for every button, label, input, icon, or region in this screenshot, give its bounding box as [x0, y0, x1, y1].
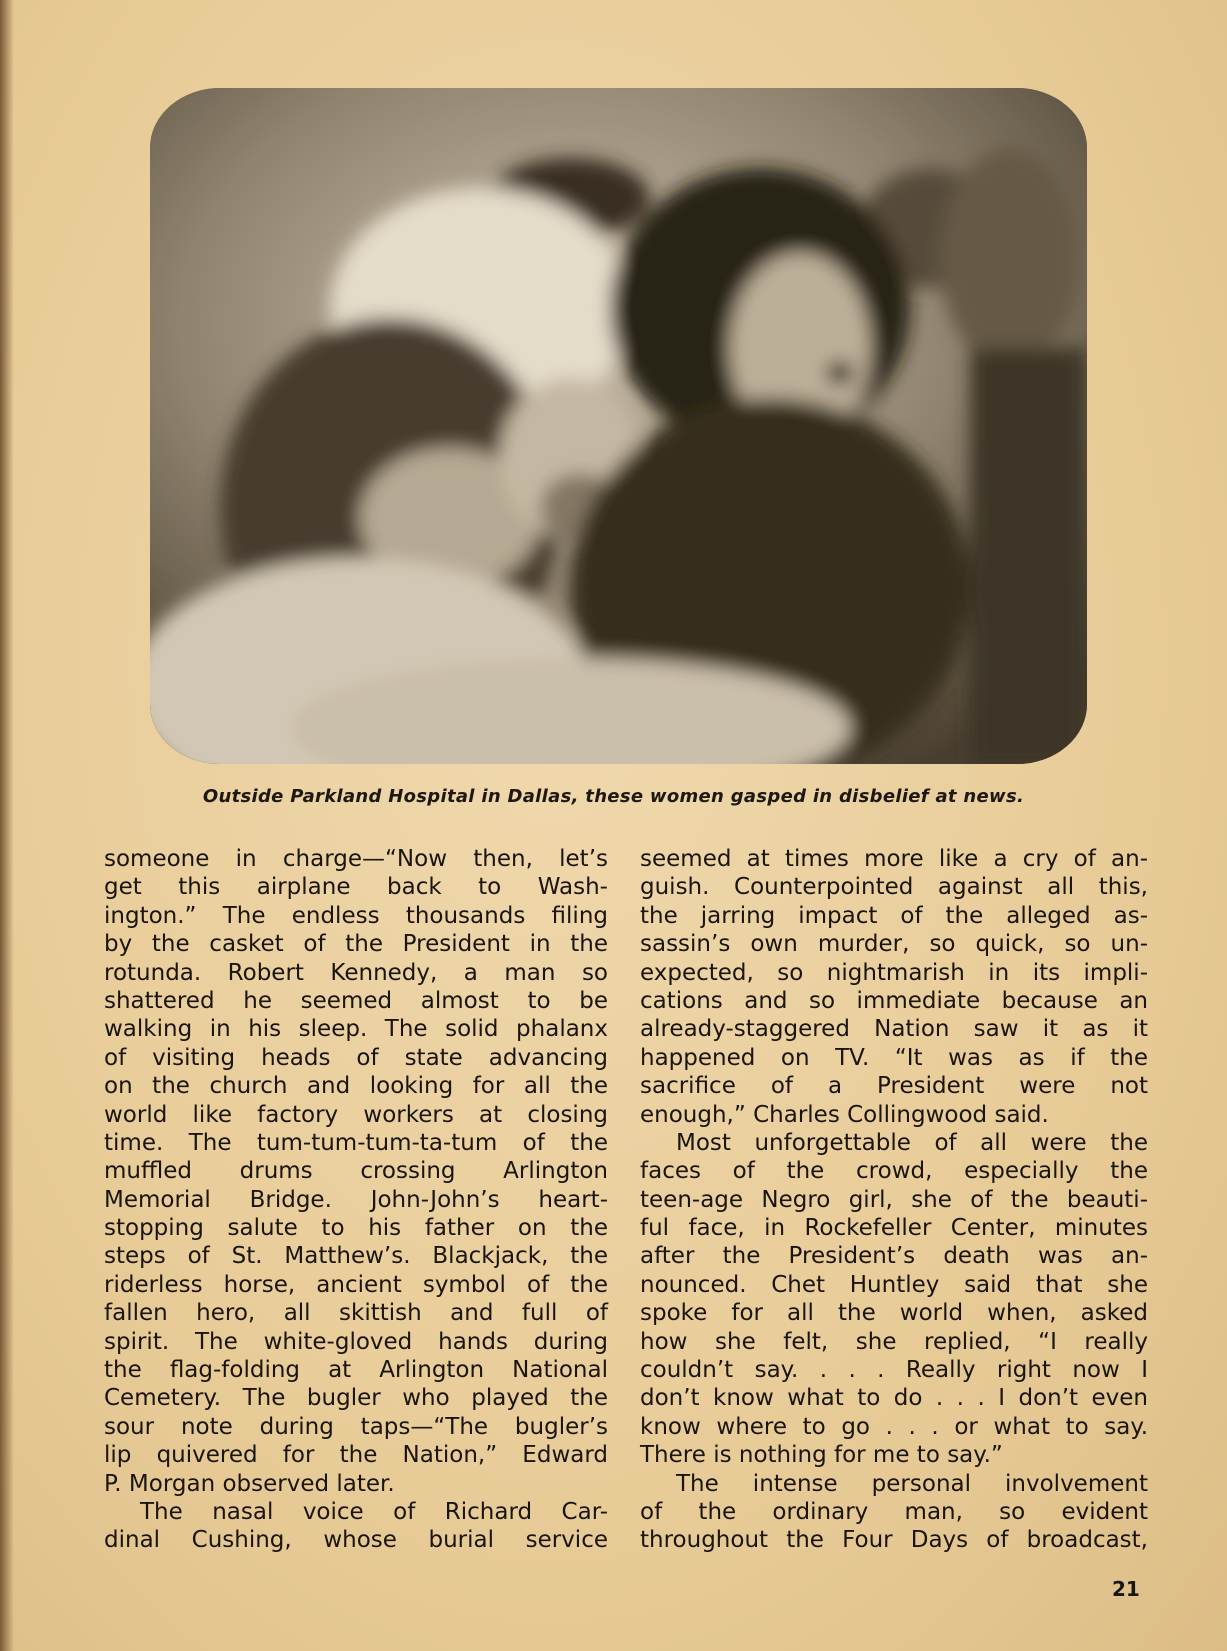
text-line: rotunda. Robert Kennedy, a man so [104, 959, 608, 986]
text-line: Memorial Bridge. John-John’s heart- [104, 1186, 608, 1213]
text-line: dinal Cushing, whose burial service [104, 1527, 608, 1554]
text-line: how she felt, she replied, “I really [640, 1328, 1148, 1355]
text-line: fallen hero, all skittish and full of [104, 1300, 608, 1327]
crowd-photo-icon [150, 88, 1087, 764]
text-line: nounced. Chet Huntley said that she [640, 1271, 1148, 1298]
text-line: after the President’s death was an- [640, 1243, 1148, 1270]
text-line: spirit. The white-gloved hands during [104, 1328, 608, 1355]
text-line: There is nothing for me to say.” [640, 1442, 1003, 1469]
text-line: on the church and looking for all the [104, 1073, 608, 1100]
text-line: ington.” The endless thousands filing [104, 902, 608, 929]
text-line: enough,” Charles Collingwood said. [640, 1101, 1049, 1128]
text-line: shattered he seemed almost to be [104, 987, 608, 1014]
page-edge-shadow [0, 0, 14, 1651]
tv-screen-photo [150, 88, 1087, 764]
right-text-column [640, 845, 1148, 1555]
text-line: spoke for all the world when, asked [640, 1300, 1148, 1327]
text-line: don’t know what to do . . . I don’t even [640, 1385, 1148, 1412]
text-line: get this airplane back to Wash- [104, 874, 608, 901]
text-line: already-staggered Nation saw it as it [640, 1016, 1148, 1043]
text-line: seemed at times more like a cry of an- [640, 846, 1148, 872]
text-line: world like factory workers at closing [104, 1101, 608, 1128]
text-line: happened on TV. “It was as if the [640, 1044, 1148, 1071]
text-line: walking in his sleep. The solid phalanx [104, 1016, 608, 1043]
text-line: The intense personal involvement [676, 1470, 1148, 1497]
left-text-column [104, 845, 608, 1555]
text-line: lip quivered for the Nation,” Edward [104, 1442, 608, 1469]
page-number: 21 [1112, 1577, 1140, 1601]
text-line: the flag-folding at Arlington National [104, 1357, 608, 1384]
text-line: P. Morgan observed later. [104, 1470, 395, 1497]
text-line: stopping salute to his father on the [104, 1215, 608, 1242]
text-line: Cemetery. The bugler who played the [104, 1385, 608, 1412]
text-line: know where to go . . . or what to say. [640, 1413, 1148, 1440]
text-line: expected, so nightmarish in its impli- [640, 959, 1148, 986]
text-line: guish. Counterpointed against all this, [640, 874, 1148, 901]
text-line: the jarring impact of the alleged as- [640, 902, 1148, 929]
photo-caption: Outside Parkland Hospital in Dallas, these women gasped in disbelief at news. [202, 786, 1025, 807]
text-line: riderless horse, ancient symbol of the [104, 1271, 608, 1298]
text-line: couldn’t say. . . . Really right now I [640, 1357, 1148, 1384]
text-line: sassin’s own murder, so quick, so un- [640, 931, 1148, 958]
text-line: throughout the Four Days of broadcast, [640, 1527, 1148, 1554]
text-line: faces of the crowd, especially the [640, 1158, 1148, 1185]
text-line: ful face, in Rockefeller Center, minutes [640, 1215, 1148, 1242]
text-line: sour note during taps—“The bugler’s [104, 1413, 608, 1440]
text-line: cations and so immediate because an [640, 987, 1148, 1014]
text-line: steps of St. Matthew’s. Blackjack, the [104, 1243, 608, 1270]
text-line: teen-age Negro girl, she of the beauti- [640, 1186, 1148, 1213]
text-line: of visiting heads of state advancing [104, 1044, 608, 1071]
text-line: muffled drums crossing Arlington [104, 1158, 608, 1185]
text-line: sacrifice of a President were not [640, 1073, 1148, 1100]
text-line: someone in charge—“Now then, let’s [104, 846, 608, 872]
text-line: by the casket of the President in the [104, 931, 608, 958]
text-line: of the ordinary man, so evident [640, 1498, 1148, 1525]
text-line: The nasal voice of Richard Car- [140, 1498, 608, 1525]
text-line: time. The tum-tum-tum-ta-tum of the [104, 1129, 608, 1156]
text-line: Most unforgettable of all were the [676, 1129, 1148, 1156]
